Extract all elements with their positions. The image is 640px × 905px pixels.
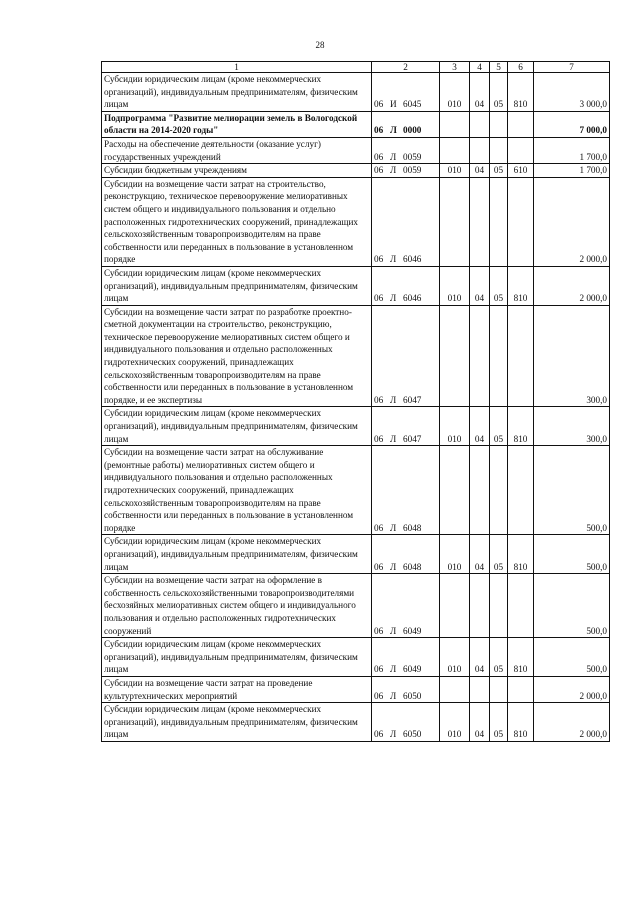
row-amount: 500,0 [534,535,610,574]
row-rz: 04 [470,164,490,178]
row-amount: 300,0 [534,407,610,446]
row-pr: 05 [490,266,508,305]
code-part-c1: 06 [374,394,384,405]
code-part-c2: Л [390,561,397,572]
table-row [102,676,610,702]
code-part-c3: 6048 [403,561,422,572]
code-part-c3: 0059 [403,151,422,162]
row-description: Субсидии бюджетным учреждениям [102,164,372,178]
code-part-c1: 06 [374,125,384,136]
row-pr [490,574,508,638]
row-pr: 05 [490,638,508,677]
row-amount: 500,0 [534,574,610,638]
budget-table [101,61,610,742]
table-row [102,164,610,178]
code-part-c3: 6046 [403,254,422,265]
code-part-c3: 6049 [403,625,422,636]
code-part-c3: 6047 [403,433,422,444]
code-part-c2: Л [390,394,397,405]
row-target-code [372,676,440,702]
table-row [102,574,610,638]
table-row [102,535,610,574]
row-amount: 500,0 [534,638,610,677]
table-row [102,446,610,535]
row-description: Субсидии юридическим лицам (кроме некоммерческих организаций), индивидуальным предпринимателям, физическим лицам [102,638,372,677]
row-vr [440,177,470,266]
code-part-c3: 0000 [403,125,422,136]
row-amount: 1 700,0 [534,164,610,178]
row-amount: 2 000,0 [534,676,610,702]
row-amount: 2 000,0 [534,177,610,266]
row-rz [470,111,490,137]
row-kvr [508,676,534,702]
column-header: 7 [534,62,610,73]
row-rz [470,137,490,163]
row-target-code [372,177,440,266]
column-header: 2 [372,62,440,73]
code-part-c2: Л [390,690,397,701]
table-row [102,305,610,407]
row-pr: 05 [490,703,508,742]
row-target-code [372,164,440,178]
row-vr [440,574,470,638]
code-part-c1: 06 [374,690,384,701]
row-target-code [372,703,440,742]
row-vr [440,676,470,702]
column-header: 3 [440,62,470,73]
code-part-c3: 6048 [403,522,422,533]
row-description: Подпрограмма "Развитие мелиорации земель в Вологодской области на 2014-2020 годы" [102,111,372,137]
code-part-c2: И [390,99,397,110]
code-part-c3: 6050 [403,690,422,701]
code-part-c1: 06 [374,254,384,265]
row-target-code [372,137,440,163]
code-part-c2: Л [390,433,397,444]
row-target-code [372,111,440,137]
row-vr: 010 [440,638,470,677]
code-part-c2: Л [390,125,397,136]
code-part-c1: 06 [374,625,384,636]
row-amount: 300,0 [534,305,610,407]
row-amount: 2 000,0 [534,703,610,742]
code-part-c2: Л [390,293,397,304]
column-header: 1 [102,62,372,73]
row-vr: 010 [440,164,470,178]
row-description: Субсидии юридическим лицам (кроме некоммерческих организаций), индивидуальным предпринимателям, физическим лицам [102,407,372,446]
row-pr: 05 [490,73,508,112]
row-vr: 010 [440,266,470,305]
row-rz: 04 [470,73,490,112]
code-part-c3: 6050 [403,729,422,740]
row-description: Субсидии на возмещение части затрат на оформление в собственность сельскохозяйственными товаропроизводителями бесхозяйных мелиоративных систем общего и индивидуального пользования и отдельно расположенных гидротехнических сооружений [102,574,372,638]
row-kvr [508,177,534,266]
row-description: Субсидии юридическим лицам (кроме некоммерческих организаций), индивидуальным предпринимателям, физическим лицам [102,73,372,112]
row-kvr: 810 [508,535,534,574]
row-vr: 010 [440,535,470,574]
row-description: Субсидии юридическим лицам (кроме некоммерческих организаций), индивидуальным предпринимателям, физическим лицам [102,535,372,574]
row-rz: 04 [470,638,490,677]
page-number: 28 [315,40,325,50]
code-part-c3: 6045 [403,99,422,110]
code-part-c2: Л [390,254,397,265]
code-part-c1: 06 [374,165,384,176]
table-body [102,73,610,742]
code-part-c1: 06 [374,729,384,740]
code-part-c1: 06 [374,522,384,533]
row-kvr [508,137,534,163]
table-row [102,638,610,677]
row-kvr: 810 [508,638,534,677]
code-part-c2: Л [390,165,397,176]
row-target-code [372,407,440,446]
row-vr [440,137,470,163]
row-amount: 500,0 [534,446,610,535]
row-target-code [372,638,440,677]
code-part-c2: Л [390,522,397,533]
row-pr [490,446,508,535]
code-part-c1: 06 [374,664,384,675]
row-pr: 05 [490,407,508,446]
row-pr [490,305,508,407]
row-target-code [372,73,440,112]
row-vr: 010 [440,407,470,446]
code-part-c1: 06 [374,99,384,110]
table-row [102,137,610,163]
code-part-c3: 6046 [403,293,422,304]
row-kvr [508,111,534,137]
code-part-c2: Л [390,625,397,636]
row-rz [470,305,490,407]
row-kvr [508,446,534,535]
code-part-c1: 06 [374,561,384,572]
code-part-c2: Л [390,664,397,675]
row-pr [490,137,508,163]
row-rz: 04 [470,266,490,305]
row-kvr: 810 [508,73,534,112]
code-part-c2: Л [390,729,397,740]
row-kvr: 810 [508,703,534,742]
row-amount: 2 000,0 [534,266,610,305]
row-description: Расходы на обеспечение деятельности (оказание услуг) государственных учреждений [102,137,372,163]
row-kvr: 810 [508,266,534,305]
table-row [102,73,610,112]
row-rz: 04 [470,703,490,742]
row-rz [470,177,490,266]
column-header: 6 [508,62,534,73]
row-vr: 010 [440,73,470,112]
row-vr [440,111,470,137]
row-kvr [508,305,534,407]
row-amount: 3 000,0 [534,73,610,112]
row-amount: 7 000,0 [534,111,610,137]
row-vr: 010 [440,703,470,742]
code-part-c3: 0059 [403,165,422,176]
row-description: Субсидии юридическим лицам (кроме некоммерческих организаций), индивидуальным предпринимателям, физическим лицам [102,703,372,742]
row-description: Субсидии на возмещение части затрат на обслуживание (ремонтные работы) мелиоративных систем общего и индивидуального пользования и отдельно расположенных гидротехнических сооружений, принадлежащих сельскохозяйственным товаропроизводителям на праве собственности или переданных в пользование в установленном порядке [102,446,372,535]
row-target-code [372,574,440,638]
table-row [102,177,610,266]
row-kvr: 810 [508,407,534,446]
table-row [102,407,610,446]
column-header: 5 [490,62,508,73]
row-kvr: 610 [508,164,534,178]
row-rz: 04 [470,407,490,446]
row-target-code [372,266,440,305]
row-pr [490,177,508,266]
row-pr [490,676,508,702]
row-description: Субсидии юридическим лицам (кроме некоммерческих организаций), индивидуальным предпринимателям, физическим лицам [102,266,372,305]
table-header-row [102,62,610,73]
row-description: Субсидии на возмещение части затрат на проведение культуртехнических мероприятий [102,676,372,702]
table-row [102,266,610,305]
row-description: Субсидии на возмещение части затрат на строительство, реконструкцию, техническое перевооружение мелиоративных систем общего и индивидуального пользования и отдельно расположенных гидротехнических сооружений, принадлежащих сельскохозяйственным товаропроизводителям на праве собственности или переданных в пользование в установленном порядке [102,177,372,266]
row-pr [490,111,508,137]
code-part-c1: 06 [374,151,384,162]
table-row [102,703,610,742]
row-pr: 05 [490,164,508,178]
row-kvr [508,574,534,638]
code-part-c1: 06 [374,293,384,304]
row-amount: 1 700,0 [534,137,610,163]
row-target-code [372,305,440,407]
row-vr [440,305,470,407]
row-target-code [372,535,440,574]
row-rz [470,676,490,702]
row-rz: 04 [470,535,490,574]
code-part-c3: 6049 [403,664,422,675]
code-part-c2: Л [390,151,397,162]
column-header: 4 [470,62,490,73]
row-target-code [372,446,440,535]
row-pr: 05 [490,535,508,574]
row-vr [440,446,470,535]
table-row [102,111,610,137]
row-description: Субсидии на возмещение части затрат по разработке проектно-сметной документации на строительство, реконструкцию, техническое перевооружение мелиоративных систем общего и индивидуального пользования и отдельно расположенных гидротехнических сооружений, принадлежащих сельскохозяйственным товаропроизводителям на праве собственности или переданных в пользование в установленном порядке, и ее экспертизы [102,305,372,407]
row-rz [470,446,490,535]
row-rz [470,574,490,638]
code-part-c1: 06 [374,433,384,444]
code-part-c3: 6047 [403,394,422,405]
